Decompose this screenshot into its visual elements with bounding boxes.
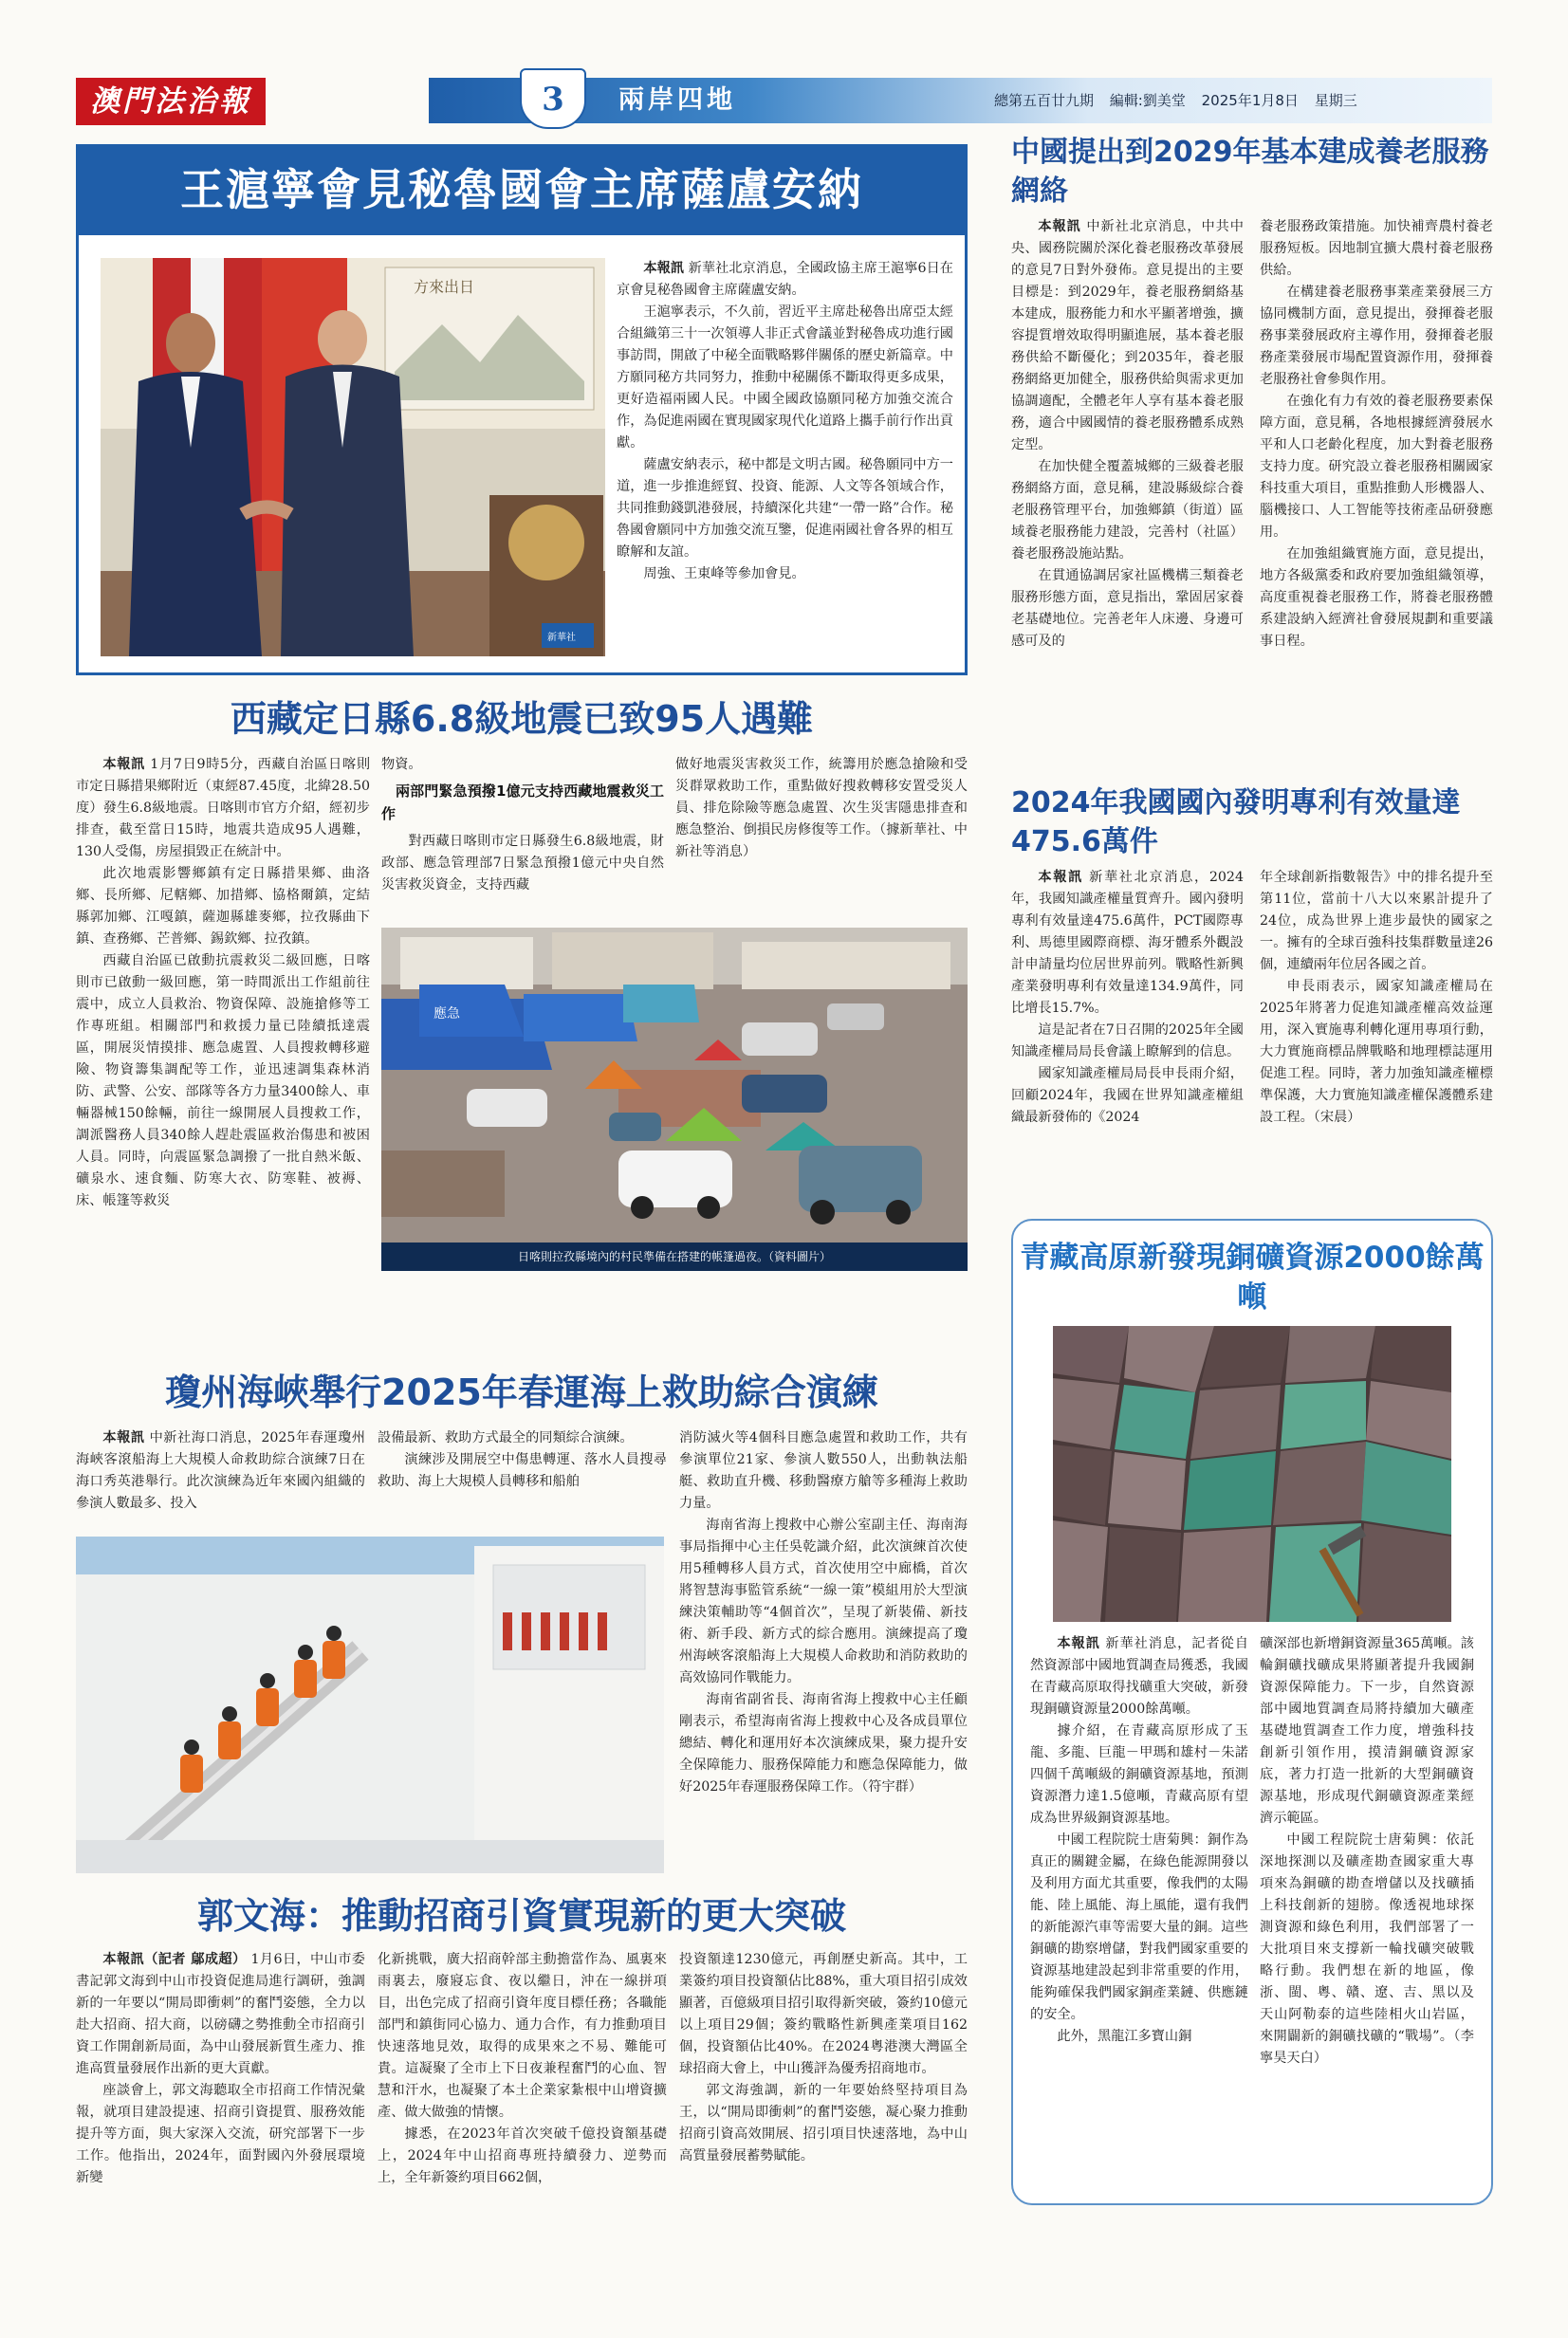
- tent-label: 應急: [434, 1006, 460, 1022]
- story-wang-para: 周強、王東峰等參加會見。: [643, 566, 805, 581]
- story-wang-para: 王滬寧表示，不久前，習近平主席赴秘魯出席亞太經合組織第三十一次領導人非正式會議並對秘魯成功進行國事訪問，開啟了中秘全面戰略夥伴關係的歷史新篇章。中方願同秘方共同努力，推動中秘關係不斷取得更多成果，更好造福兩國人民。中國全國政協願同秘方加強交流合作，為促進兩國在實現國家現代化道路上攜手前行作出貢獻。: [617, 304, 953, 451]
- story-elderly-col1: 本報訊 中新社北京消息，中共中央、國務院關於深化養老服務改革發展的意見7日對外發佈。意見提出的主要目標是：到2029年，養老服務網絡基本建成，服務能力和水平顯著增強，擴容提質增效取得明顯進展，基本養老服務供給不斷優化；到2035年，養老服務網絡更加健全，服務供給與需求更加協調適配，全體老年人享有基本養老服務，適合中國國情的養老服務體系成熟定型。 在加快健全覆蓋城鄉的三級養老服務網絡方面，意見稱，建設縣級綜合養老服務管理平台，加強鄉鎮（街道）區域養老服務能力建設，完善村（社區）養老服務設施站點。 在貫通協調居家社區機構三類養老服務形態方面，意見指出，鞏固居家養老基礎地位。完善老年人床邊、身邊可感可及的: [1011, 219, 1244, 649]
- story-guo-lead: 本報訊（記者 鄔成超）: [102, 1952, 247, 1967]
- story-tibet-title: 西藏定日縣6.8級地震已致95人遇難: [230, 698, 814, 740]
- story-copper-col1: 本報訊 新華社消息，記者從自然資源部中國地質調查局獲悉，我國在青藏高原取得找礦重大突破，新發現銅礦資源量2000餘萬噸。 據介紹，在青藏高原形成了玉龍、多龍、巨龍－甲瑪和雄村－朱諾四個千萬噸級的銅礦資源基地，預測資源潛力達1.5億噸，青藏高原有望成為世界級銅資源基地。 中國工程院院士唐菊興：銅作為真正的關鍵金屬，在綠色能源開發以及利用方面尤其重要，像我們的太陽能、陸上風能、海上風能，還有我們的新能源汽車等需要大量的銅。這些銅礦的勘察增儲，對我們國家重要的資源基地建設起到非常重要的作用，能夠確保我們國家銅產業鏈、供應鏈的安全。 此外，黑龍江多寶山銅: [1030, 1636, 1248, 2044]
- copper-ore-image: [1053, 1326, 1451, 1622]
- story-wang-para: 薩盧安納表示，秘中都是文明古國。秘魯願同中方一道，進一步推進經貿、投資、能源、人文等各領域合作，共同推動錢凱港發展，持續深化共建“一帶一路”合作。秘魯國會願同中方加強交流互鑒，促進兩國社會各界的相互瞭解和友誼。: [617, 457, 954, 560]
- newspaper-logo: 澳門法治報: [76, 78, 266, 125]
- page-number-badge: 3: [520, 68, 586, 129]
- story-wang-photo: [101, 258, 605, 656]
- rescue-drill-image: [76, 1537, 664, 1873]
- story-qiongzhou-photo: [76, 1537, 664, 1873]
- story-qiongzhou-col1: 本報訊 中新社海口消息，2025年春運瓊州海峽客滾船海上大規模人命救助綜合演練7日在海口秀英港舉行。此次演練為近年來國內組織的參演人數最多、投入: [76, 1430, 365, 1511]
- story-wang-body: [617, 258, 953, 585]
- story-qiongzhou-lead: 本報訊: [102, 1430, 145, 1445]
- story-tibet-subhead: 兩部門緊急預撥1億元支持西藏地震救災工作: [381, 782, 664, 822]
- story-qiongzhou-col2: 設備最新、救助方式最全的同類綜合演練。 演練涉及開展空中傷患轉運、落水人員搜尋救助、海上大規模人員轉移和船舶: [378, 1430, 667, 1489]
- story-wang-lead: 本報訊: [643, 261, 685, 276]
- story-copper-col2: 礦深部也新增銅資源量365萬噸。該輪銅礦找礦成果將顯著提升我國銅資源保障能力。下一步，自然資源部中國地質調查局將持續加大礦產基礎地質調查工作力度，增強科技創新引領作用，摸清銅礦資源家底，著力打造一批新的大型銅礦資源基地，形成現代銅礦資源產業經濟示範區。 中國工程院院士唐菊興：依託深地探測以及礦產勘查國家重大專項來為銅礦的勘查增儲以及找礦插上科技創新的翅膀。像透視地球探測資源和綠色利用，我們部署了一大批項目來支撐新一輪找礦突破戰略行動。我們想在新的地區，像浙、閩、粵、贛、遼、吉、黑以及天山阿勒泰的這些陸相火山岩區，來開闢新的銅礦找礦的“戰場”。（李寧昊天白）: [1260, 1636, 1474, 2066]
- story-copper-lead: 本報訊: [1057, 1636, 1100, 1651]
- issue-info: [994, 78, 1369, 123]
- issue-date: 2025年1月8日: [1201, 92, 1299, 109]
- story-qiongzhou-col3: 消防滅火等4個科目應急處置和救助工作，共有參演單位21家、參演人數550人，出動執法船艇、救助直升機、移動醫療方艙等多種海上救助力量。 海南省海上搜救中心辦公室副主任、海南海事局指揮中心主任吳乾識介紹，此次演練首次使用5種轉移人員方式，首次使用空中廊橋，首次將智慧海事監管系統“一線一策”模組用於大型演練決策輔助等“4個首次”，呈現了新裝備、新技術、新手段、新方式的綜合應用。演練提高了瓊州海峽客滾船海上大規模人命救助和消防救助的高效協同作戰能力。 海南省副省長、海南省海上搜救中心主任顧剛表示，希望海南省海上搜救中心及各成員單位總結、轉化和運用好本次演練成果，聚力提升安全保障能力、服務保障能力和應急保障能力，做好2025年春運服務保障工作。（符宇群）: [679, 1430, 968, 1795]
- story-wang-para: 本報訊 新華社北京消息，全國政協主席王滬寧6日在京會見秘魯國會主席薩盧安納。: [617, 261, 953, 298]
- story-guo-col2: 化新挑戰，廣大招商幹部主動擔當作為、風裏來雨裏去，廢寢忘食、夜以繼日，沖在一線拼項目，出色完成了招商引資年度目標任務；各職能部門和鎮街同心協力、通力合作，有力推動項目快速落地見效，取得的成果來之不易、難能可貴。這凝聚了全市上下日夜兼程奮鬥的心血、智慧和汗水，也凝聚了本土企業家紮根中山增資擴產、做大做強的情懷。 據悉，在2023年首次突破千億投資額基礎上，2024年中山招商專班持續發力、逆勢而上，全年新簽約項目662個，: [378, 1952, 667, 2185]
- story-patent-col2: 年全球創新指數報告》中的排名提升至第11位，當前十八大以來累計提升了24位，成為世界上進步最快的國家之一。擁有的全球百強科技集群數量達26個，連續兩年位居各國之首。 申長雨表示，國家知識產權局在2025年將著力促進知識產權高效益運用，深入實施專利轉化運用專項行動，大力實施商標品牌戰略和地理標誌運用促進工程。同時，著力加強知識產權標準保護，大力實施知識產權保護體系建設工程。（宋晨）: [1260, 870, 1493, 1125]
- story-copper-photo: [1053, 1326, 1451, 1622]
- calligraphy-text: 方來出日: [414, 278, 475, 296]
- tents-image: [381, 928, 968, 1243]
- story-tibet-col2: 物資。 兩部門緊急預撥1億元支持西藏地震救災工作 對西藏日喀則市定日縣發生6.8級地震，財政部、應急管理部7日緊急預撥1億元中央自然災害救災資金，支持西藏: [381, 757, 664, 893]
- story-copper-title: 青藏高原新發現銅礦資源2000餘萬噸: [1020, 1241, 1485, 1315]
- handshake-image: [101, 258, 605, 656]
- editor-name: 編輯:劉美堂: [1109, 92, 1186, 109]
- story-elderly-lead: 本報訊: [1038, 219, 1081, 234]
- story-wang-title: 王滬寧會見秘魯國會主席薩盧安納: [76, 144, 968, 235]
- story-qiongzhou-title: 瓊州海峽舉行2025年春運海上救助綜合演練: [165, 1372, 878, 1413]
- story-guo-col3: 投資額達1230億元，再創歷史新高。其中，工業簽約項目投資額佔比88%，重大項目招引成效顯著，百億級項目招引取得新突破，簽約10億元以上項目29個；簽約戰略性新興產業項目162個，投資額佔比40%。在2024粵港澳大灣區全球招商大會上，中山獲評為優秀招商地市。 郭文海強調，新的一年要始終堅持項目為王，以“開局即衝刺”的奮鬥姿態，凝心聚力推動招商引資高效開展、招引項目快速落地，為中山高質量發展蓄勢賦能。: [679, 1952, 968, 2163]
- issue-number: 總第五百廿九期: [994, 92, 1095, 109]
- section-name: 兩岸四地: [618, 85, 736, 115]
- story-tibet-photo-caption: 日喀則拉孜縣境內的村民準備在搭建的帳篷過夜。（資料圖片）: [381, 1243, 968, 1271]
- story-tibet-col1: 本報訊 1月7日9時5分，西藏自治區日喀則市定日縣措果鄉附近（東經87.45度，北緯28.50度）發生6.8級地震。日喀則市官方介紹，經初步排查，截至當日15時，地震共造成95人遇難，130人受傷，房屋損毀正在統計中。 此次地震影響鄉鎮有定日縣措果鄉、曲洛鄉、長所鄉、尼轄鄉、加措鄉、協格爾鎮，定結縣郭加鄉、江嘎鎮，薩迦縣雄麥鄉，拉孜縣曲下鎮、查務鄉、芒普鄉、錫欽鄉、拉孜鎮。 西藏自治區已啟動抗震救災二級回應，日喀則市已啟動一級回應，第一時間派出工作組前往震中，成立人員救治、物資保障、設施搶修等工作專班組。相關部門和救援力量已陸續抵達震區，開展災情摸排、應急處置、人員搜救轉移避險、物資籌集調配等工作，並迅速調集森林消防、武警、公安、部隊等各方力量3400餘人、車輛器械150餘輛，前往一線開展人員搜救工作，調派醫務人員340餘人趕赴震區救治傷患和被困人員。同時，向震區緊急調撥了一批自熱米飯、礦泉水、速食麵、防寒大衣、防寒鞋、被褥、床、帳篷等救災: [76, 757, 371, 1208]
- story-patent-col1: 本報訊 新華社北京消息，2024年，我國知識產權量質齊升。國內發明專利有效量達475.6萬件，PCT國際專利、馬德里國際商標、海牙體系外觀設計申請量均位居世界前列。戰略性新興產業發明專利有效量達134.9萬件，同比增長15.7%。 這是記者在7日召開的2025年全國知識產權局局長會議上瞭解到的信息。 國家知識產權局局長申長雨介紹，回顧2024年，我國在世界知識產權組織最新發佈的《2024: [1011, 870, 1244, 1125]
- story-patent-lead: 本報訊: [1038, 870, 1083, 885]
- story-tibet-col3: 做好地震災害救災工作，統籌用於應急搶險和受災群眾救助工作，重點做好搜救轉移安置受災人員、排危除險等應急處置、次生災害隱患排查和應急整治、倒損民房修復等工作。（據新華社、中新社等消息）: [675, 757, 968, 859]
- story-elderly-title: 中國提出到2029年基本建成養老服務網絡: [1011, 136, 1489, 208]
- photo-watermark: 新華社: [547, 633, 576, 643]
- story-elderly-col2: 養老服務政策措施。加快補齊農村養老服務短板。因地制宜擴大農村養老服務供給。 在構建養老服務事業產業發展三方協同機制方面，意見提出，發揮養老服務事業發展政府主導作用，發揮養老服務產業發展市場配置資源作用，發揮養老服務社會參與作用。 在強化有力有效的養老服務要素保障方面，意見稱，各地根據經濟發展水平和人口老齡化程度，加大對養老服務支持力度。研究設立養老服務相關國家科技重大項目，重點推動人形機器人、腦機接口、人工智能等技術產品研發應用。 在加強組織實施方面，意見提出，地方各級黨委和政府要加強組織領導，高度重視養老服務工作，將養老服務體系建設納入經濟社會發展規劃和重要議事日程。: [1260, 219, 1493, 649]
- story-tibet-photo: [381, 928, 968, 1271]
- issue-weekday: 星期三: [1314, 92, 1357, 109]
- story-guo-col1: 本報訊（記者 鄔成超） 1月6日，中山市委書記郭文海到中山市投資促進局進行調研，強調新的一年要以“開局即衝刺”的奮鬥姿態，全力以赴大招商、招大商，以磅礴之勢推動全市招商引資工作開創新局面，為中山發展新質生產力、推進高質量發展作出新的更大貢獻。 座談會上，郭文海聽取全市招商工作情況彙報，就項目建設提速、招商引資提質、服務效能提升等方面，與大家深入交流，研究部署下一步工作。他指出，2024年，面對國內外發展環境新變: [76, 1952, 365, 2185]
- story-guo-title: 郭文海：推動招商引資實現新的更大突破: [196, 1895, 846, 1937]
- story-tibet-lead: 本報訊: [102, 757, 146, 772]
- story-patent-title: 2024年我國國內發明專利有效量達475.6萬件: [1011, 786, 1461, 858]
